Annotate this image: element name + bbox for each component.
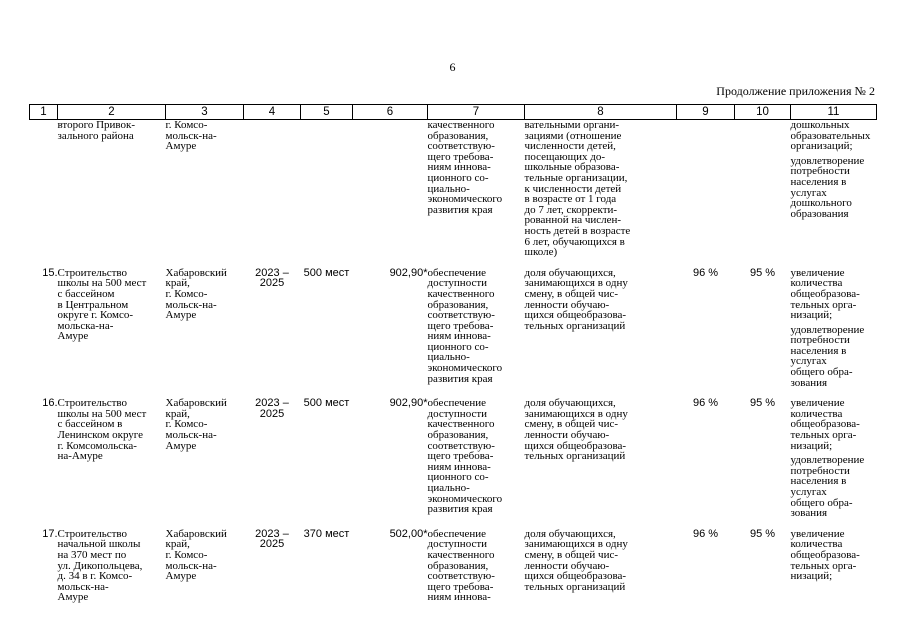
indicator-line: школе) [524,246,558,259]
table-row [30,120,877,258]
object-name-line: с бассейном в [57,418,123,431]
result-item [791,156,877,220]
territory-line: Хабаровский [165,527,227,540]
result-line: удовлетворение [790,323,865,336]
result-line: населения в [790,344,847,357]
header-cell: 4 [244,105,301,120]
indicator-line: доля обучающихся, [524,266,616,279]
result-line: количества [790,407,843,420]
indicator-line: ленности обучаю- [524,559,610,572]
goal-line: образования, [427,559,489,572]
object-name-line: округе г. Комсо- [57,309,134,322]
years-line: 2025 [259,538,285,551]
indicator-line: 6 лет, обучающихся в [524,235,625,248]
indicator-line: ность детей в возрасте [524,224,631,237]
indicator-value-2 [735,120,791,258]
goal-line: ниям иннова- [427,591,491,604]
years-line: 2023 – [255,397,289,410]
goal-line: ционного со- [427,340,489,353]
years [244,120,301,258]
territory-line: г. Комсо- [165,548,208,561]
result-line: услугах [790,186,827,199]
indicator-line: щихся общеобразова- [524,309,627,322]
indicator-line: доля обучающихся, [524,397,616,410]
goal-line: качественного [427,548,495,561]
object-name [58,120,166,258]
goal-line: образования, [427,129,489,142]
result-line: количества [790,538,843,551]
goal-line: развития края [427,203,493,216]
result-line: увеличение [790,527,845,540]
page-number: 6 [449,60,456,74]
territory-line: Амуре [165,309,197,322]
object-name-line: Ленинском округе [57,429,144,442]
header-cell: 3 [166,105,244,120]
indicator [525,268,677,389]
indicator-value-1: 96 % [692,397,719,410]
indicator-line: смену, в общей чис- [524,548,619,561]
goal-line: доступности [427,277,488,290]
goal-line: ционного со- [427,171,489,184]
result-line: населения в [790,475,847,488]
indicator-line: щихся общеобразова- [524,570,627,583]
indicator-line: школьные образова- [524,161,620,174]
capacity: 370 мест [303,527,350,540]
indicator-line: смену, в общей чис- [524,418,619,431]
territory-line: край, [165,538,190,551]
table-body [30,120,877,603]
capacity: 500 мест [303,397,350,410]
object-name-line: второго Привок- [57,119,136,131]
indicator-line: тельных организаций [524,580,626,593]
header-cell: 2 [58,105,166,120]
goal-line: ниям иннова- [427,330,491,343]
result-line: общеобразова- [790,548,860,561]
goal-line: качественного [427,287,495,300]
territory-line: Амуре [165,439,197,452]
goal-line: щего требова- [427,150,494,163]
indicator-line: зациями (отношение [524,129,622,142]
goal-line: обеспечение [427,397,487,410]
goal-line: соответствую- [427,439,495,452]
indicator-line: в возрасте от 1 года [524,193,617,206]
indicator-value-2: 95 % [749,266,776,279]
indicator-line: тельных организаций [524,319,626,332]
goal-line: ниям иннова- [427,460,491,473]
row-number [30,120,58,258]
result-line: количества [790,277,843,290]
cost: 902,90* [389,266,428,279]
result-item [791,325,877,389]
territory [166,268,244,389]
object-name-line: мольск-на- [57,580,109,593]
goal-line: обеспечение [427,527,487,540]
goal-line: обеспечение [427,266,487,279]
object-name-line: Амуре [57,330,89,343]
object-name-line: в Центральном [57,298,129,311]
result-item [791,268,877,321]
indicator-line: занимающихся в одну [524,277,628,290]
results [791,268,877,389]
result-item [791,398,877,451]
territory-line: г. Комсо- [165,119,208,131]
table-row [30,268,877,389]
territory [166,120,244,258]
territory-line: край, [165,277,190,290]
result-line: увеличение [790,266,845,279]
years [244,268,301,389]
territory [166,529,244,603]
goal-line: циально- [427,351,470,364]
object-name [58,268,166,389]
territory-line: Хабаровский [165,397,227,410]
result-line: общего обра- [790,366,853,379]
goal [428,268,525,389]
indicator-line: доля обучающихся, [524,527,616,540]
object-name-line: мольска-на- [57,319,114,332]
goal-line: циально- [427,482,470,494]
result-line: удовлетворение [790,154,865,167]
row-number: 16. [42,397,58,410]
object-name-line: Амуре [57,591,89,604]
goal-line: экономического [427,492,503,505]
result-line: общеобразова- [790,418,860,431]
indicator-line: к численности детей [524,182,622,195]
result-line: низаций; [790,439,833,452]
indicator-line: посещающих до- [524,150,605,163]
object-name-line: г. Комсомольска- [57,439,137,452]
goal-line: качественного [427,418,495,431]
years-line: 2025 [259,407,285,420]
result-line: дошкольного [790,197,852,210]
goal-line: ниям иннова- [427,161,491,174]
result-line: потребности [790,464,850,477]
territory-line: мольск-на- [165,429,217,442]
goal-line: доступности [427,407,488,420]
object-name [58,398,166,519]
header-cell: 1 [30,105,58,120]
years [244,529,301,603]
goal-line: ционного со- [427,471,489,484]
header-cell: 5 [301,105,353,120]
indicator-value-2: 95 % [749,527,776,540]
years-line: 2025 [259,277,285,290]
cost: 902,90* [389,397,428,410]
result-line: образования [790,207,849,220]
capacity: 500 мест [303,266,350,279]
goal [428,529,525,603]
header-cell: 9 [677,105,735,120]
result-line: услугах [790,355,827,368]
object-name-line: с бассейном [57,287,115,300]
result-line: тельных орга- [790,429,857,442]
years [244,398,301,519]
territory-line: г. Комсо- [165,287,208,300]
territory-line: мольск-на- [165,298,217,311]
goal-line: соответствую- [427,309,495,322]
indicator-line: вательными органи- [524,119,620,131]
result-line: тельных орга- [790,559,857,572]
indicator-line: до 7 лет, скорректи- [524,203,618,216]
goal-line: соответствую- [427,570,495,583]
result-line: образовательных [790,129,871,142]
goal-line: щего требова- [427,580,494,593]
goal-line: соответствую- [427,140,495,153]
territory-line: Амуре [165,570,197,583]
header-cell: 6 [353,105,428,120]
object-name-line: зального района [57,129,134,142]
result-line: дошкольных [790,119,850,131]
goal [428,398,525,519]
indicator-value-1 [677,120,735,258]
continuation-note: Продолжение приложения № 2 [716,84,875,98]
result-line: удовлетворение [790,454,865,467]
goal-line: доступности [427,538,488,551]
indicator-line: тельные организации, [524,171,628,184]
indicator-value-1: 96 % [692,527,719,540]
cost: 502,00* [389,527,428,540]
result-line: низаций; [790,309,833,322]
table-row [30,398,877,519]
result-line: потребности [790,165,850,178]
object-name-line: школы на 500 мест [57,407,147,420]
indicator-line: смену, в общей чис- [524,287,619,300]
result-item [791,455,877,519]
years-line: 2023 – [255,527,289,540]
result-line: общеобразова- [790,287,860,300]
result-line: зования [790,507,828,520]
indicator-line: тельных организаций [524,450,626,463]
goal-line: качественного [427,119,495,131]
goal-line: щего требова- [427,450,494,463]
result-item [791,529,877,582]
indicator-line: занимающихся в одну [524,538,628,551]
result-line: общего обра- [790,496,853,509]
result-line: низаций; [790,570,833,583]
result-line: услугах [790,486,827,498]
indicator-line: щихся общеобразова- [524,439,627,452]
result-line: населения в [790,175,847,188]
result-line: тельных орга- [790,298,857,311]
header-cell: 7 [428,105,525,120]
object-name-line: Строительство [57,266,128,279]
indicator [525,398,677,519]
goal-line: развития края [427,503,493,516]
goal-line: образования, [427,429,489,442]
header-row [30,105,877,120]
header-cell: 8 [525,105,677,120]
indicator-value-1: 96 % [692,266,719,279]
results [791,398,877,519]
goal-line: экономического [427,362,503,375]
object-name-line: на 370 мест по [57,548,127,561]
indicator-line: занимающихся в одну [524,407,628,420]
territory-line: Амуре [165,140,197,153]
indicator-line: рованной на числен- [524,214,622,227]
territory-line: г. Комсо- [165,418,208,431]
territory-line: Хабаровский [165,266,227,279]
goal-line: экономического [427,193,503,206]
indicator [525,120,677,258]
territory-line: край, [165,407,190,420]
indicator-value-2: 95 % [749,397,776,410]
header-cell: 11 [791,105,877,120]
row-number: 17. [42,527,58,540]
goal-line: развития края [427,372,493,385]
indicator-line: численности детей, [524,140,616,153]
result-item [791,120,877,152]
object-name-line: школы на 500 мест [57,277,147,290]
goal [428,120,525,258]
row-number: 15. [42,266,58,279]
header-cell: 10 [735,105,791,120]
appendix-table [29,104,877,603]
result-line: зования [790,376,828,389]
result-line: увеличение [790,397,845,410]
object-name-line: Строительство [57,527,128,540]
result-line: организаций; [790,140,853,153]
indicator-line: ленности обучаю- [524,429,610,442]
results [791,529,877,603]
object-name-line: начальной школы [57,538,141,551]
table-row [30,529,877,603]
indicator [525,529,677,603]
territory-line: мольск-на- [165,129,217,142]
object-name [58,529,166,603]
capacity [301,120,353,258]
object-name-line: ул. Дикопольцева, [57,559,143,572]
object-name-line: д. 34 в г. Комсо- [57,570,133,583]
results [791,120,877,258]
years-line: 2023 – [255,266,289,279]
goal-line: щего требова- [427,319,494,332]
territory-line: мольск-на- [165,559,217,572]
goal-line: циально- [427,182,470,195]
object-name-line: на-Амуре [57,450,103,463]
result-line: потребности [790,334,850,347]
indicator-line: ленности обучаю- [524,298,610,311]
cost [353,120,428,258]
territory [166,398,244,519]
object-name-line: Строительство [57,397,128,410]
goal-line: образования, [427,298,489,311]
